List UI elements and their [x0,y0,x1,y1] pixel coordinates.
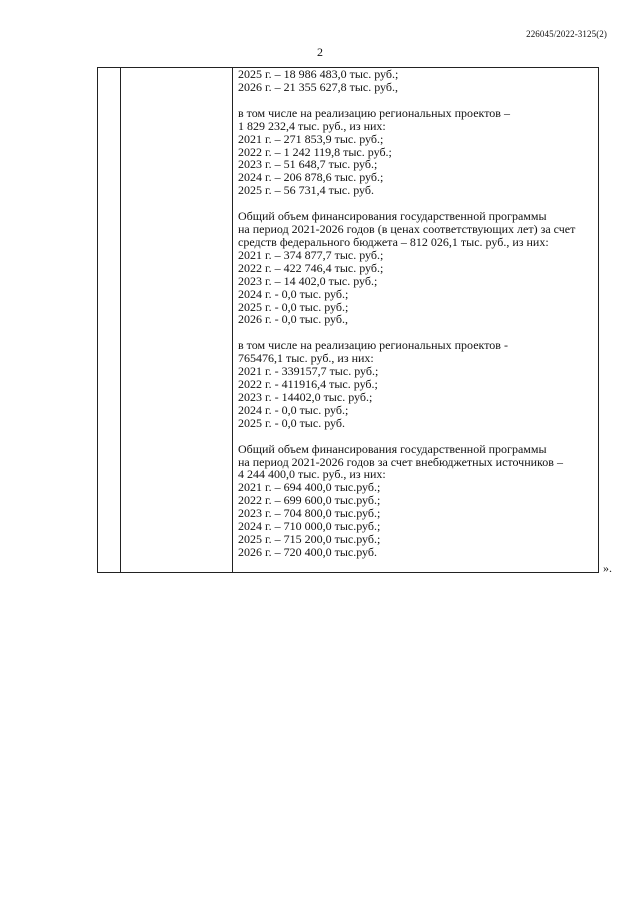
text-line: 4 244 400,0 тыс. руб., из них: [238,467,386,482]
document-number: 226045/2022-3125(2) [526,29,607,39]
text-line: 2021 г. – 694 400,0 тыс.руб.; [238,480,381,495]
text-line: 2024 г. - 0,0 тыс. руб.; [238,286,349,301]
text-line: 2025 г. – 56 731,4 тыс. руб. [238,183,374,198]
text-line: 2025 г. – 18 986 483,0 тыс. руб.; [238,67,399,81]
financing-cell-text [238,68,598,559]
text-line: 2024 г. - 0,0 тыс. руб.; [238,402,349,417]
text-block [238,107,598,197]
text-line: 2025 г. - 0,0 тыс. руб.; [238,299,349,314]
text-line: 2021 г. - 339157,7 тыс. руб.; [238,364,379,379]
text-line: 2026 г. – 21 355 627,8 тыс. руб., [238,79,398,94]
text-line: на период 2021-2026 годов за счет внебюджетных источников – [238,454,563,469]
text-line: 2023 г. – 51 648,7 тыс. руб.; [238,157,378,172]
text-block [238,443,598,559]
text-line: Общий объем финансирования государственной программы [238,441,547,456]
text-line: 2021 г. – 271 853,9 тыс. руб.; [238,131,384,146]
text-block [238,210,598,326]
column-divider [120,68,121,572]
text-line: 2023 г. - 14402,0 тыс. руб.; [238,389,373,404]
text-block [238,68,598,94]
column-divider [232,68,233,572]
text-line: 1 829 232,4 тыс. руб., из них: [238,118,386,133]
text-line: 765476,1 тыс. руб., из них: [238,351,374,366]
text-line: 2025 г. - 0,0 тыс. руб. [238,415,345,430]
text-line: 2026 г. – 720 400,0 тыс.руб. [238,544,377,559]
text-line: средств федерального бюджета – 812 026,1 тыс. руб., из них: [238,234,549,249]
text-line: 2022 г. - 411916,4 тыс. руб.; [238,377,378,392]
closing-quote-mark: ». [603,561,612,575]
text-line: 2021 г. – 374 877,7 тыс. руб.; [238,247,384,262]
text-block [238,339,598,429]
text-line: 2025 г. – 715 200,0 тыс.руб.; [238,532,381,546]
financing-table [97,67,599,573]
page-number: 2 [317,45,323,59]
text-line: 2022 г. – 699 600,0 тыс.руб.; [238,493,381,508]
text-line: 2024 г. – 206 878,6 тыс. руб.; [238,170,384,185]
text-line: Общий объем финансирования государственной программы [238,209,547,224]
text-line: 2023 г. – 704 800,0 тыс.руб.; [238,506,381,521]
text-line: 2022 г. – 422 746,4 тыс. руб.; [238,260,384,275]
text-line: 2022 г. – 1 242 119,8 тыс. руб.; [238,144,392,159]
text-line: 2026 г. - 0,0 тыс. руб., [238,312,348,327]
text-line: в том числе на реализацию региональных проектов - [238,338,508,353]
text-line: в том числе на реализацию региональных проектов – [238,105,510,120]
text-line: 2023 г. – 14 402,0 тыс. руб.; [238,273,378,288]
text-line: на период 2021-2026 годов (в ценах соответствующих лет) за счет [238,222,576,237]
text-line: 2024 г. – 710 000,0 тыс.руб.; [238,519,381,534]
